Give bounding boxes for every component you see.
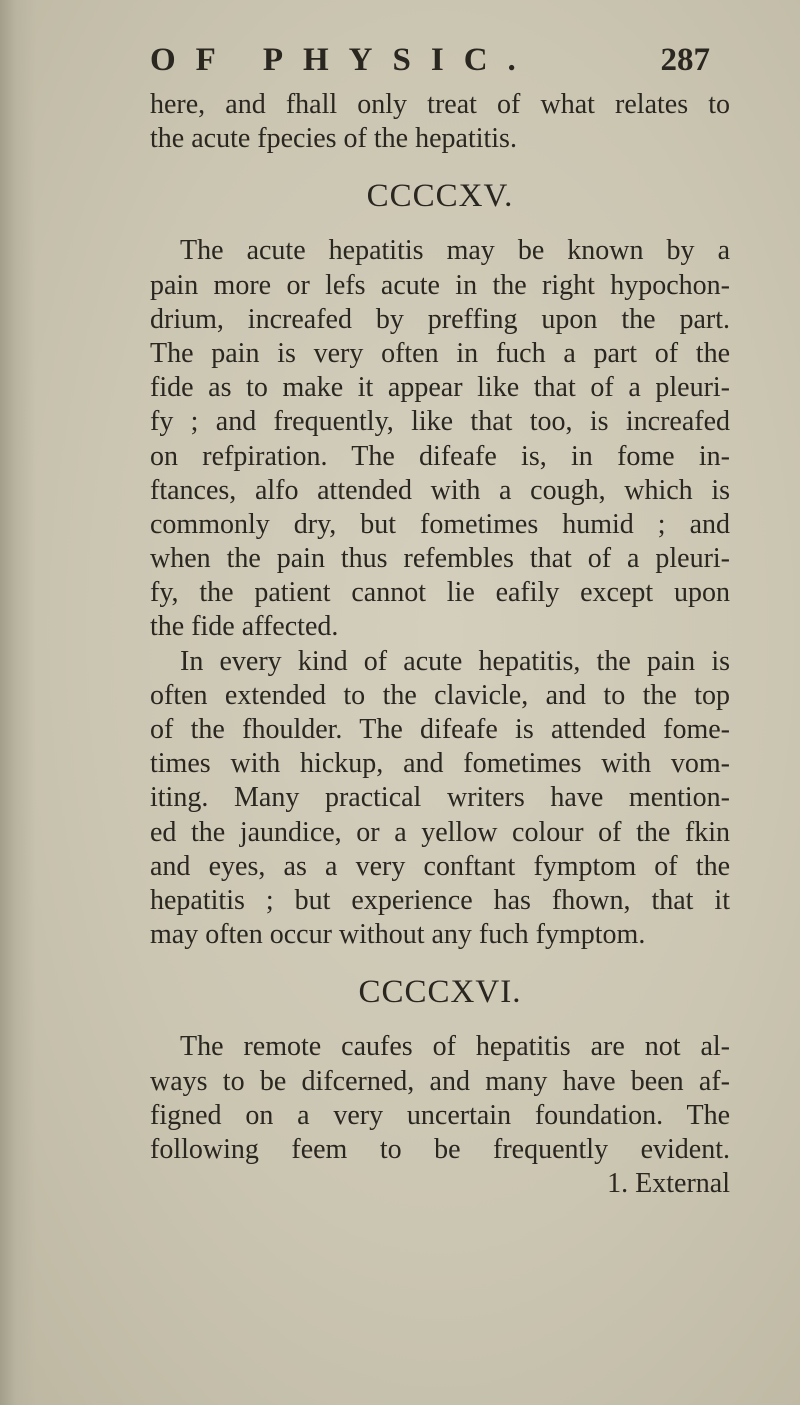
catchword: 1. External xyxy=(607,1168,730,1200)
text-line: drium, increafed by preffing upon the part. xyxy=(150,303,730,335)
text-line: here, and fhall only treat of what relates to xyxy=(150,89,730,120)
text-line: following feem to be frequently evident. xyxy=(150,1133,730,1165)
text-line: of the fhoulder. The difeafe is attended fome- xyxy=(150,714,730,745)
paragraph-first-line: The remote caufes of hepatitis are not al- xyxy=(180,1031,730,1063)
text-line: commonly dry, but fometimes humid ; and xyxy=(150,508,730,540)
text-line: the fide affected. xyxy=(150,611,339,643)
text-line: hepatitis ; but experience has fhown, that it xyxy=(150,884,730,916)
text-line: when the pain thus refembles that of a pleuri- xyxy=(150,543,730,575)
paragraph-first-line: In every kind of acute hepatitis, the pain is xyxy=(180,645,730,677)
running-head xyxy=(150,42,710,82)
text-line: The pain is very often in fuch a part of the xyxy=(150,337,730,369)
paragraph-first-line: The acute hepatitis may be known by a xyxy=(180,235,730,267)
text-line: the acute fpecies of the hepatitis. xyxy=(150,123,517,155)
running-head-title: OF PHYSIC. xyxy=(150,42,536,78)
text-line: ed the jaundice, or a yellow colour of the fkin xyxy=(150,816,730,848)
section-heading-ccccxv: CCCCXV. xyxy=(366,178,514,215)
text-line: fy, the patient cannot lie eafily except upon xyxy=(150,577,730,609)
text-line: ftances, alfo attended with a cough, which is xyxy=(150,474,730,506)
page-number: 287 xyxy=(660,42,710,78)
text-line: pain more or lefs acute in the right hypochon- xyxy=(150,269,730,301)
text-line: on refpiration. The difeafe is, in fome in- xyxy=(150,440,730,472)
section-heading-ccccxvi: CCCCXVI. xyxy=(358,974,522,1011)
text-line: and eyes, as a very conftant fymptom of the xyxy=(150,850,730,882)
text-line: fide as to make it appear like that of a pleuri- xyxy=(150,372,730,404)
text-line: figned on a very uncertain foundation. The xyxy=(150,1099,730,1131)
text-line: may often occur without any fuch fymptom. xyxy=(150,919,646,951)
text-line: fy ; and frequently, like that too, is increafed xyxy=(150,406,730,438)
binding-shadow xyxy=(0,0,36,1405)
body-text xyxy=(150,88,730,1201)
text-line: ways to be difcerned, and many have been af- xyxy=(150,1065,730,1097)
text-line: iting. Many practical writers have mention- xyxy=(150,782,730,814)
text-line: often extended to the clavicle, and to the top xyxy=(150,679,730,711)
text-line: times with hickup, and fometimes with vom- xyxy=(150,748,730,780)
